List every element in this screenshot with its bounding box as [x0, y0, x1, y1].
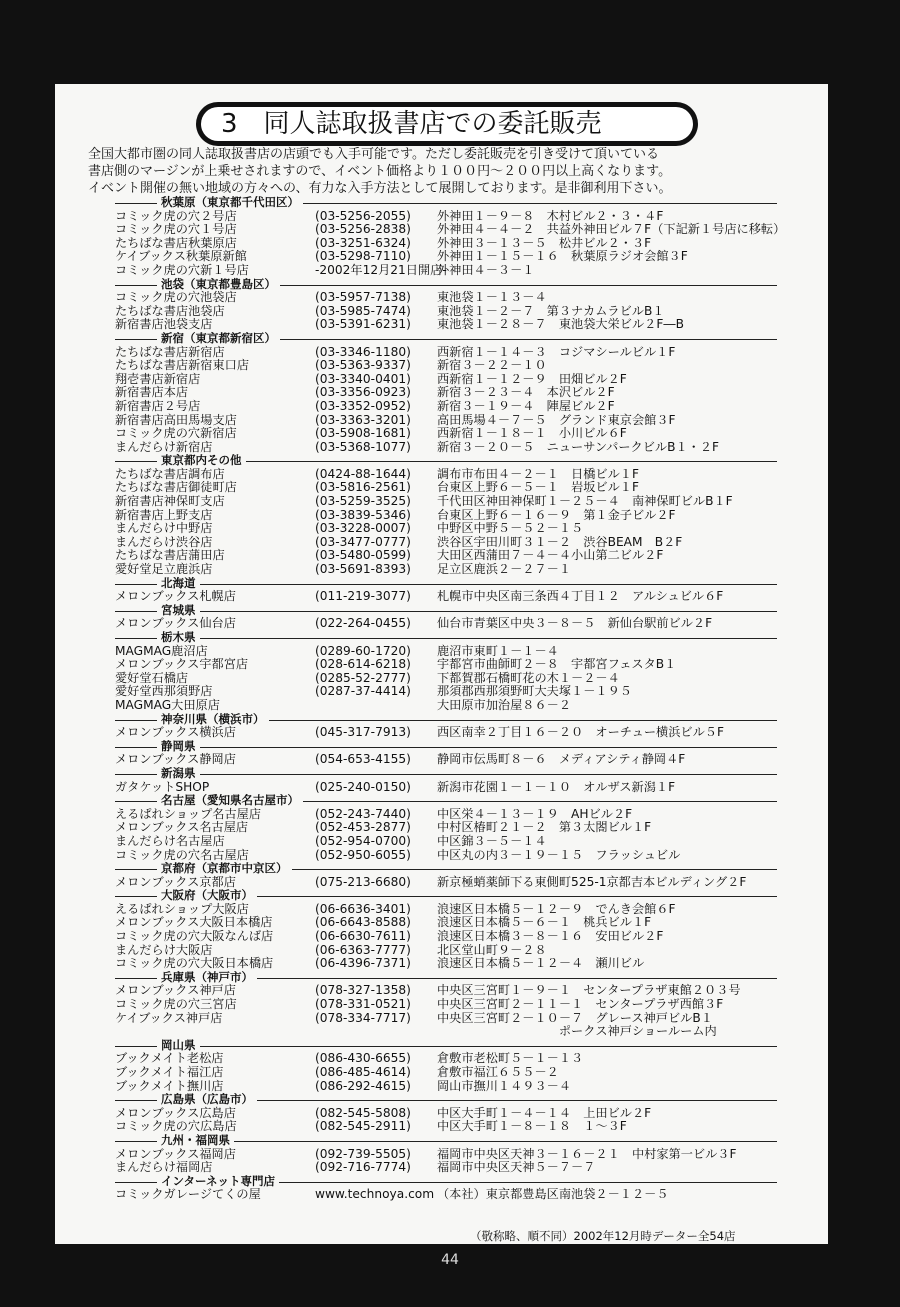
store-row	[115, 223, 835, 237]
region-label: 秋葉原（東京都千代田区）	[157, 196, 303, 210]
store-phone: (03-3363-3201)	[315, 412, 411, 427]
store-phone: (082-545-2911)	[315, 1119, 411, 1134]
store-name: まんだらけ中野店	[115, 521, 213, 536]
store-row	[115, 699, 835, 713]
store-name: まんだらけ名古屋店	[115, 833, 225, 848]
store-address: 調布市布田４－２－１ 日橋ビル１F	[437, 466, 640, 481]
store-name: コミック虎の穴１号店	[115, 222, 237, 237]
store-row	[115, 658, 835, 672]
store-address: 岡山市撫川１４９３－４	[437, 1078, 572, 1093]
store-phone: (092-739-5505)	[315, 1146, 411, 1161]
region-label: 池袋（東京都豊島区）	[157, 278, 280, 292]
store-name: 新宿書店池袋支店	[115, 317, 213, 332]
store-phone: (0424-88-1644)	[315, 466, 411, 481]
store-address: 中区大手町１－４－１４ 上田ビル２F	[437, 1105, 652, 1120]
store-row	[115, 549, 835, 563]
store-address: 足立区鹿浜２－２７－１	[437, 562, 572, 577]
store-phone: (052-954-0700)	[315, 833, 411, 848]
store-address: 中区錦３－５－１４	[437, 833, 547, 848]
store-address: 北区堂山町９－２８	[437, 942, 547, 957]
store-address: 新宿３－２０－５ ニューサンパークビルB１・２F	[437, 439, 720, 454]
region-divider	[115, 747, 777, 748]
store-address: 下都賀郡石橋町花の木１－２－４	[437, 670, 620, 685]
store-address: 中野区中野５－５２－１５	[437, 521, 584, 536]
store-address: 鹿沼市東町１－１－４	[437, 643, 559, 658]
store-phone: (054-653-4155)	[315, 752, 411, 767]
store-name: コミック虎の穴三宮店	[115, 997, 237, 1012]
store-name: コミックガレージてくの屋	[115, 1187, 261, 1202]
store-address: 中央区三宮町２－１１－１ センタープラザ西館３F	[437, 997, 724, 1012]
store-row	[115, 835, 835, 849]
store-name: コミック虎の穴２号店	[115, 208, 237, 223]
store-name: MAGMAG鹿沼店	[115, 643, 208, 658]
store-phone: (0287-37-4414)	[315, 684, 411, 699]
store-phone: (052-950-6055)	[315, 847, 411, 862]
store-name: メロンブックス神戸店	[115, 983, 236, 998]
store-address: 西新宿１－１４－３ コジマシールビル１F	[437, 344, 676, 359]
store-phone: (06-4396-7371)	[315, 956, 411, 971]
store-row	[115, 522, 835, 536]
store-phone: (078-334-7717)	[315, 1010, 411, 1025]
store-phone: (03-5480-0599)	[315, 548, 411, 563]
store-address: （本社）東京都豊島区南池袋２－１２－５	[437, 1187, 669, 1202]
store-phone: (03-3340-0401)	[315, 371, 411, 386]
store-address: 東池袋１－１３－４	[437, 290, 547, 305]
store-row	[115, 984, 835, 998]
region-header	[115, 767, 835, 781]
store-row	[115, 1080, 835, 1094]
store-name: コミック虎の穴名古屋店	[115, 847, 249, 862]
store-name: 新宿書店上野支店	[115, 507, 213, 522]
store-address: 仙台市青葉区中央３－８－５ 新仙台駅前ビル２F	[437, 616, 713, 631]
store-address: 中区丸の内３－１９－１５ フラッシュビル	[437, 847, 681, 862]
store-row	[115, 726, 835, 740]
store-address: 静岡市伝馬町８－６ メディアシティ静岡４F	[437, 752, 686, 767]
store-phone: (03-5908-1681)	[315, 426, 411, 441]
store-address: 千代田区神田神保町１－２５－４ 南神保町ビルB１F	[437, 494, 733, 509]
store-phone: (052-453-2877)	[315, 820, 411, 835]
store-row	[115, 1161, 835, 1175]
store-phone: (052-243-7440)	[315, 806, 411, 821]
store-phone: (03-3346-1180)	[315, 344, 411, 359]
region-header	[115, 794, 835, 808]
store-row	[115, 441, 835, 455]
store-address: 宇都宮市曲師町２－８ 宇都宮フェスタB１	[437, 657, 677, 672]
store-name: まんだらけ大阪店	[115, 942, 213, 957]
store-phone: (06-6363-7777)	[315, 942, 411, 957]
store-phone: (03-5816-2561)	[315, 480, 411, 495]
region-label: 名古屋（愛知県名古屋市）	[157, 794, 303, 808]
region-header	[115, 332, 835, 346]
region-label: 兵庫県（神戸市）	[157, 971, 257, 985]
store-phone: (082-545-5808)	[315, 1105, 411, 1120]
region-label: 静岡県	[157, 740, 200, 754]
store-row	[115, 849, 835, 863]
region-label: 栃木県	[157, 631, 200, 645]
store-name: たちばな書店池袋店	[115, 303, 225, 318]
store-name: ブックメイト福江店	[115, 1065, 224, 1079]
store-address: 外神田４－３－１	[437, 262, 535, 277]
store-row	[115, 998, 835, 1012]
store-name: えるぱれショップ大阪店	[115, 901, 249, 916]
store-phone: (086-292-4615)	[315, 1078, 411, 1093]
store-name: ブックメイト老松店	[115, 1051, 224, 1066]
region-header	[115, 196, 835, 210]
store-name: えるぱれショップ名古屋店	[115, 806, 262, 821]
store-name: たちばな書店新宿店	[115, 344, 225, 359]
store-name: たちばな書店御徒町店	[115, 480, 237, 495]
store-phone: (03-3839-5346)	[315, 507, 411, 522]
store-name: ケイブックス秋葉原新館	[115, 249, 247, 264]
store-address: 中央区三宮町２－１０－７ グレース神戸ビルB１	[437, 1010, 713, 1025]
store-address: 福岡市中央区天神３－１６－２１ 中村家第一ビル３F	[437, 1146, 737, 1161]
store-phone: (06-6636-3401)	[315, 901, 411, 916]
store-name: コミック虎の穴新１号店	[115, 262, 249, 277]
store-address: 新宿３－１９－４ 陣屋ビル２F	[437, 398, 615, 413]
store-address: 渋谷区宇田川町３１－２ 渋谷BEAM B２F	[437, 534, 683, 549]
store-row	[115, 617, 835, 631]
store-phone: (03-5691-8393)	[315, 562, 411, 577]
store-address: 新宿３－２３－４ 本沢ビル２F	[437, 385, 615, 400]
region-header	[115, 1134, 835, 1148]
region-divider	[115, 584, 777, 585]
intro-line: 書店側のマージンが上乗せされますので、イベント価格より１００円～２００円以上高くなります。	[88, 164, 672, 179]
store-name: メロンブックス静岡店	[115, 752, 236, 767]
store-address: 福岡市中央区天神５－７－７	[437, 1160, 596, 1175]
store-name: コミック虎の穴大阪なんば店	[115, 929, 274, 944]
store-phone: (075-213-6680)	[315, 874, 411, 889]
section-number: 3	[221, 109, 238, 139]
store-phone: (03-5368-1077)	[315, 439, 411, 454]
store-address: 那須郡西那須野町大夫塚１－１９５	[437, 684, 632, 699]
store-phone: (028-614-6218)	[315, 657, 411, 672]
store-name: 新宿書店神保町支店	[115, 494, 225, 509]
region-header	[115, 889, 835, 903]
store-name: メロンブックス名古屋店	[115, 820, 249, 835]
region-header	[115, 1093, 835, 1107]
store-name: 新宿書店高田馬場支店	[115, 412, 237, 427]
store-phone: (092-716-7774)	[315, 1160, 411, 1175]
store-phone: www.technoya.com	[315, 1187, 435, 1202]
store-phone: (03-5363-9337)	[315, 358, 411, 373]
store-listing	[115, 196, 835, 1202]
store-phone: (03-5256-2838)	[315, 222, 411, 237]
section-title: 同人誌取扱書店での委託販売	[263, 109, 602, 139]
store-name: コミック虎の穴池袋店	[115, 290, 237, 305]
region-divider	[115, 611, 777, 612]
store-address: 外神田１－９－８ 木村ビル２・３・４F	[437, 208, 664, 223]
region-divider	[115, 638, 777, 639]
store-phone: (086-485-4614)	[315, 1065, 411, 1079]
region-label: 新宿（東京都新宿区）	[157, 332, 280, 346]
store-name: まんだらけ渋谷店	[115, 534, 213, 549]
store-name: ブックメイト撫川店	[115, 1078, 224, 1093]
region-label: 九州・福岡県	[157, 1134, 234, 1148]
store-name: メロンブックス福岡店	[115, 1146, 236, 1161]
store-address: 外神田１－１５－１６ 秋葉原ラジオ会館３F	[437, 249, 688, 264]
store-name: まんだらけ福岡店	[115, 1160, 213, 1175]
intro-paragraph	[88, 146, 818, 197]
store-address: 台東区上野６－１６－９ 第１金子ビル２F	[437, 507, 676, 522]
store-phone: (03-5957-7138)	[315, 290, 411, 305]
store-row	[115, 250, 835, 264]
store-address: 台東区上野６－５－１ 岩坂ビル１F	[437, 480, 640, 495]
store-phone: (03-5259-3525)	[315, 494, 411, 509]
store-row	[115, 685, 835, 699]
region-label: 京都府（京都市中京区）	[157, 862, 292, 876]
store-address: 外神田３－１３－５ 松井ビル２・３F	[437, 235, 652, 250]
intro-line: 全国大都市圏の同人誌取扱書店の店頭でも入手可能です。ただし委託販売を引き受けて頂いている	[88, 147, 659, 162]
store-address: 札幌市中央区南三条西４丁目１２ アルシュビル６F	[437, 589, 724, 604]
store-address: 浪速区日本橋５－１２－９ でんき会館６F	[437, 901, 676, 916]
store-phone: (03-3356-0923)	[315, 385, 411, 400]
store-phone: (06-6643-8588)	[315, 915, 411, 930]
store-phone: (03-5256-2055)	[315, 208, 411, 223]
store-address: 新潟市花園１－１－１０ オルザス新潟１F	[437, 779, 676, 794]
store-address: 新京極蛸薬師下る東側町525-1京都吉本ビルディング２F	[437, 874, 747, 889]
store-phone: (025-240-0150)	[315, 779, 411, 794]
store-row	[115, 930, 835, 944]
region-header	[115, 454, 835, 468]
store-name: 愛好堂石橋店	[115, 670, 189, 685]
store-name: ガタケットSHOP	[115, 779, 210, 794]
store-name: たちばな書店蒲田店	[115, 548, 225, 563]
store-name: MAGMAG大田原店	[115, 697, 220, 712]
store-row	[115, 318, 835, 332]
store-name: メロンブックス横浜店	[115, 725, 236, 740]
region-label: 東京都内その他	[157, 454, 246, 468]
store-row	[115, 876, 835, 890]
store-name: 愛好堂足立鹿浜店	[115, 562, 213, 577]
store-address: 外神田４－４－２ 共益外神田ビル７F（下記新１号店に移転）	[437, 222, 786, 237]
store-address: 西新宿１－１２－９ 田畑ビル２F	[437, 371, 627, 386]
store-row	[115, 957, 835, 971]
store-name: メロンブックス広島店	[115, 1105, 236, 1120]
region-header	[115, 862, 835, 876]
store-row	[115, 1066, 835, 1080]
store-row	[115, 1188, 835, 1202]
store-name: コミック虎の穴広島店	[115, 1119, 237, 1134]
store-phone: (03-3477-0777)	[315, 534, 411, 549]
store-name: コミック虎の穴新宿店	[115, 426, 237, 441]
store-row	[115, 590, 835, 604]
store-name: メロンブックス仙台店	[115, 616, 236, 631]
store-phone: (045-317-7913)	[315, 725, 411, 740]
store-row	[115, 1120, 835, 1134]
store-address: 中区栄４－１３－１９ AHビル２F	[437, 806, 633, 821]
store-name: 愛好堂西那須野店	[115, 684, 213, 699]
store-phone: (03-5985-7474)	[315, 303, 411, 318]
store-name: メロンブックス大阪日本橋店	[115, 915, 273, 930]
store-row	[115, 563, 835, 577]
store-address: 西新宿１－１８－１ 小川ビル６F	[437, 426, 627, 441]
store-address: 高田馬場４－７－５ グランド東京会館３F	[437, 412, 676, 427]
store-phone: (03-5391-6231)	[315, 317, 411, 332]
store-row	[115, 495, 835, 509]
store-name: たちばな書店秋葉原店	[115, 235, 237, 250]
store-phone: (078-331-0521)	[315, 997, 411, 1012]
store-name: コミック虎の穴大阪日本橋店	[115, 956, 274, 971]
store-name: 翔壱書店新宿店	[115, 371, 201, 386]
store-name: たちばな書店調布店	[115, 466, 225, 481]
store-row	[115, 427, 835, 441]
store-phone: (078-327-1358)	[315, 983, 411, 998]
store-address: 浪速区日本橋３－８－１６ 安田ビル２F	[437, 929, 664, 944]
store-row	[115, 781, 835, 795]
region-label: 岡山県	[157, 1039, 200, 1053]
store-address: 浪速区日本橋５－１２－４ 瀬川ビル	[437, 956, 645, 971]
store-row	[115, 1052, 835, 1066]
region-divider	[115, 1046, 777, 1047]
store-row	[115, 821, 835, 835]
store-phone: (022-264-0455)	[315, 616, 411, 631]
store-phone: (06-6630-7611)	[315, 929, 411, 944]
store-phone: (0285-52-2777)	[315, 670, 411, 685]
store-phone: (03-5298-7110)	[315, 249, 411, 264]
store-address: 西区南幸２丁目１６－２０ オーチュー横浜ビル５F	[437, 725, 724, 740]
store-row	[115, 400, 835, 414]
store-phone: (011-219-3077)	[315, 589, 411, 604]
store-address: ポークス神戸ショールーム内	[437, 1024, 717, 1039]
region-header	[115, 631, 835, 645]
store-address: 東池袋１－２－７ 第３ナカムラビルB１	[437, 303, 665, 318]
region-label: 広島県（広島市）	[157, 1093, 257, 1107]
region-label: 宮城県	[157, 604, 200, 618]
store-address: 東池袋１－２８－７ 東池袋大栄ビル２F―B	[437, 317, 684, 332]
store-row	[115, 1025, 835, 1039]
intro-line: イベント開催の無い地域の方々への、有力な入手方法として展開しております。是非御利用下さい。	[88, 181, 672, 196]
store-phone: -2002年12月21日開店-	[315, 262, 447, 277]
region-label: インターネット専門店	[157, 1175, 279, 1189]
store-address: 大田区西蒲田７－４－４小山第二ビル２F	[437, 548, 664, 563]
region-divider	[115, 774, 777, 775]
region-label: 北海道	[157, 577, 200, 591]
store-name: たちばな書店新宿東口店	[115, 358, 250, 373]
store-address: 中区大手町１－８－１８ １～３F	[437, 1119, 627, 1134]
store-phone: (03-3228-0007)	[315, 521, 411, 536]
store-address: 倉敷市老松町５－１－１３	[437, 1051, 584, 1066]
store-row	[115, 359, 835, 373]
store-row	[115, 386, 835, 400]
store-row	[115, 291, 835, 305]
region-label: 大阪府（大阪市）	[157, 889, 257, 903]
store-address: 中村区椿町２１－２ 第３太閤ビル１F	[437, 820, 652, 835]
store-phone: (03-3251-6324)	[315, 235, 411, 250]
store-address: 浪速区日本橋５－６－１ 桃兵ビル１F	[437, 915, 652, 930]
store-name: まんだらけ新宿店	[115, 439, 213, 454]
region-label: 神奈川県（横浜市）	[157, 713, 269, 727]
store-name: ケイブックス神戸店	[115, 1010, 223, 1025]
store-phone: (0289-60-1720)	[315, 643, 411, 658]
store-name: 新宿書店本店	[115, 385, 189, 400]
store-name: 新宿書店２号店	[115, 398, 201, 413]
store-address: 新宿３－２２－１０	[437, 358, 547, 373]
store-address: 中央区三宮町１－９－１ センタープラザ東館２０３号	[437, 983, 741, 998]
page-number: 44	[441, 1252, 459, 1268]
footer-note: （敬称略、順不同）2002年12月時データー全54店	[470, 1229, 736, 1243]
store-name: メロンブックス宇都宮店	[115, 657, 249, 672]
store-address: 大田原市加治屋８６－２	[437, 697, 572, 712]
store-row	[115, 753, 835, 767]
store-phone: (03-3352-0952)	[315, 398, 411, 413]
store-row	[115, 264, 835, 278]
store-phone: (086-430-6655)	[315, 1051, 411, 1066]
region-label: 新潟県	[157, 767, 200, 781]
section-title-banner	[196, 102, 698, 146]
store-name: メロンブックス京都店	[115, 874, 236, 889]
store-name: メロンブックス札幌店	[115, 589, 236, 604]
store-address: 倉敷市福江６５５－２	[437, 1065, 559, 1079]
